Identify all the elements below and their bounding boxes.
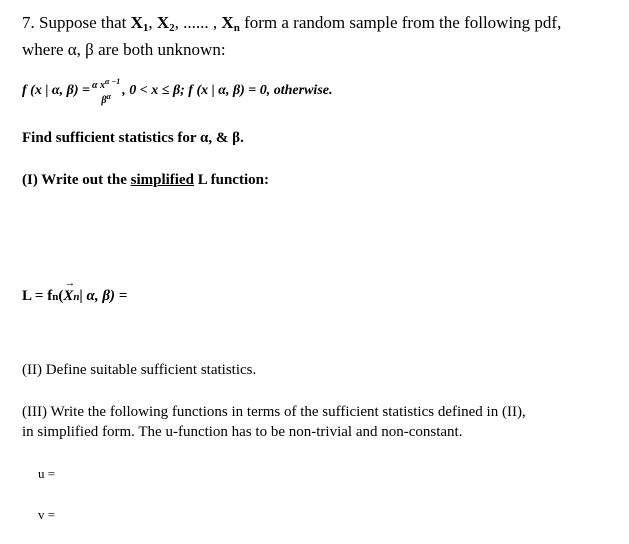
question-1: (I) Write out the simplified L function: <box>22 172 269 188</box>
vector-x: → X <box>63 288 73 305</box>
question-3: (III) Write the following functions in terms of the sufficient statistics defined in (II), in simplified form. The u-function has to be non-trivial and non-constant. <box>22 404 526 440</box>
var-x2: $X_2$ <box>156 13 175 34</box>
pdf-fraction: α $x^{\alpha -1}$ $\beta^\alpha$ <box>91 77 121 106</box>
var-xn: $X_n$ <box>221 13 240 34</box>
u-function-label: u = <box>38 466 56 481</box>
find-statement: Find sufficient statistics for α, & β. <box>22 130 244 146</box>
pdf-formula: f (x | α, β) = α $x^{\alpha -1}$ $\beta^\alpha$ , 0 < x ≤ β; f (x | α, β) = 0, otherwise. <box>22 77 333 106</box>
problem-line-1: 7. Suppose that $X_1$, $X_2$, ...... , $X_n$ form a random sample from the following pdf, <box>22 13 562 34</box>
question-2: (II) Define suitable sufficient statistics. <box>22 362 257 378</box>
var-x1: $X_1$ <box>130 13 149 34</box>
problem-statement <box>22 12 561 61</box>
likelihood-expression: L = f n ( → X n | α, β) = <box>22 288 127 305</box>
problem-line-2: where α, β are both unknown: <box>22 40 226 59</box>
v-function-label: v = <box>38 507 56 522</box>
